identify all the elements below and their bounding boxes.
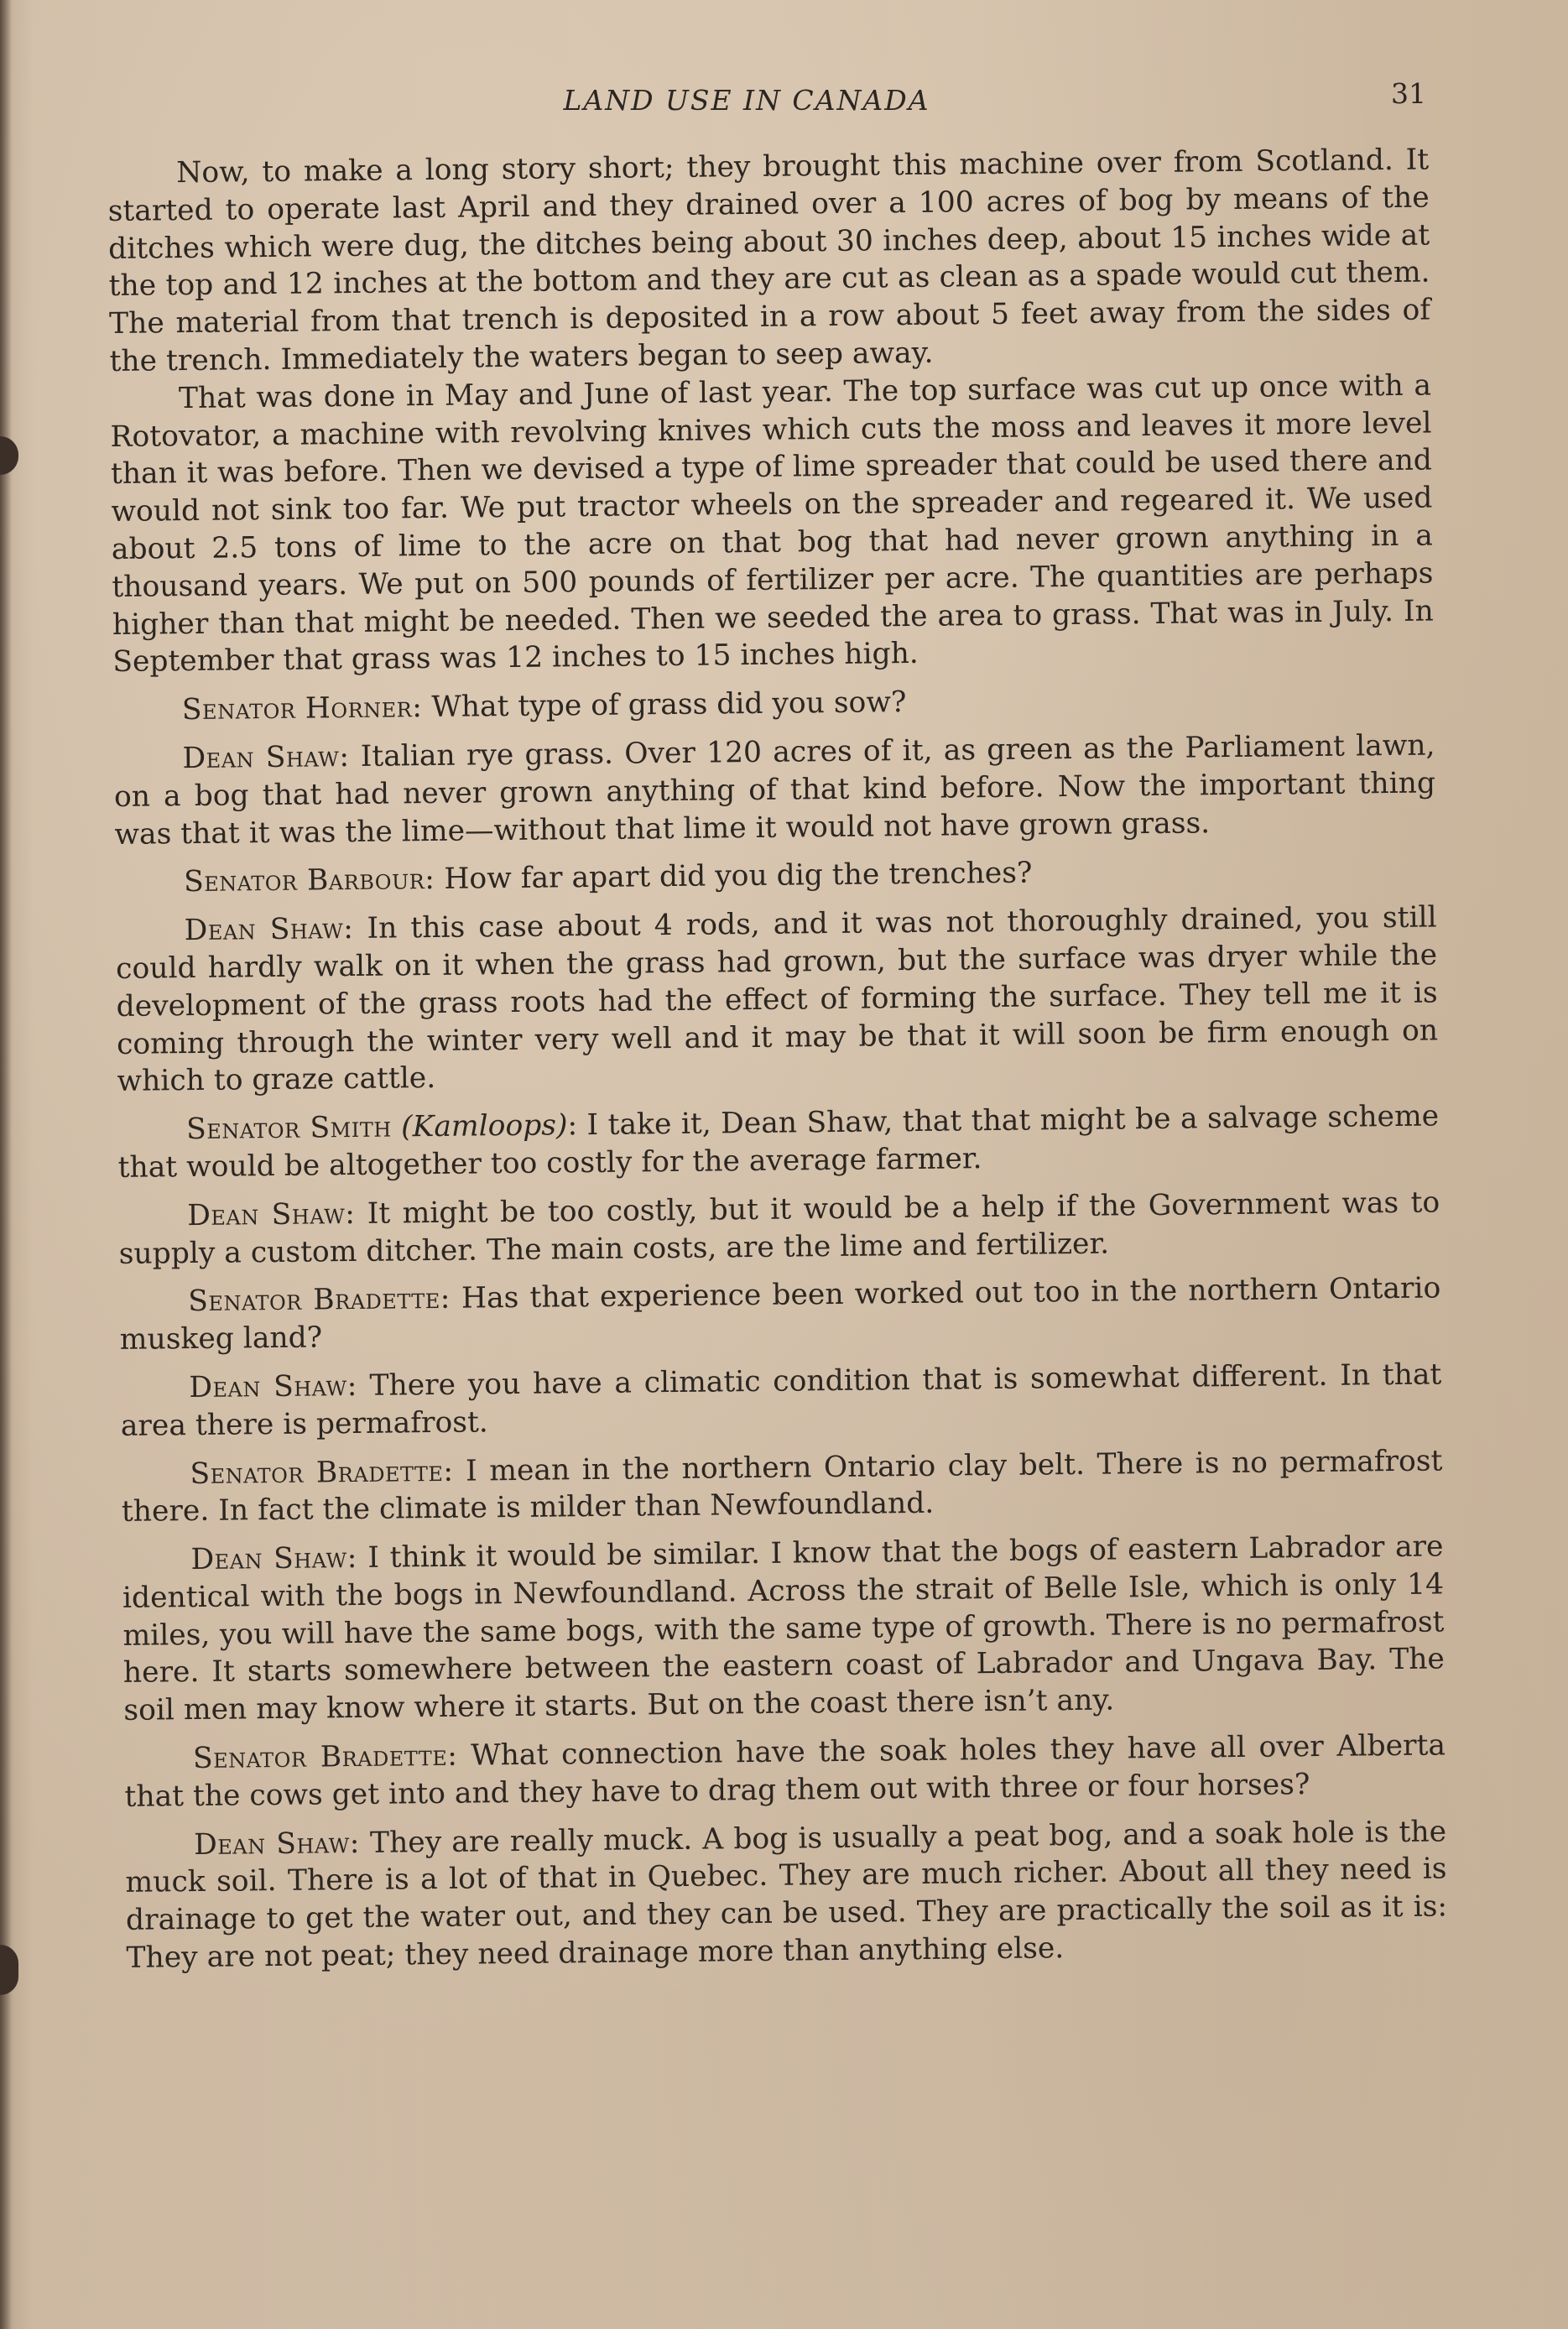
paragraph-text: It might be too costly, but it would be a help if the Government was to supply a custom ditcher. The main costs, are the lime and fertilizer.: [118, 1185, 1440, 1271]
paragraph: [115, 851, 1436, 902]
speaker-name: Senator Barbour:: [183, 862, 435, 899]
paragraph: [121, 1442, 1443, 1531]
paragraph: [117, 1098, 1440, 1187]
paragraph: [118, 1184, 1440, 1273]
paragraph-text: I mean in the northern Ontario clay belt. There is no permafrost there. In fact the climate is milder than Newfoundland.: [121, 1443, 1443, 1529]
paragraph-text: There you have a climatic condition that is somewhat different. In that area there is permafrost.: [120, 1357, 1442, 1443]
binding-clip-mark: [0, 1945, 18, 1995]
paragraph: [119, 1270, 1441, 1359]
speaker-name: Senator Bradette:: [192, 1738, 458, 1776]
paragraph-text: Has that experience been worked out too in the northern Ontario muskeg land?: [119, 1271, 1441, 1357]
page-number: 31: [1391, 77, 1426, 110]
paragraph: [115, 899, 1438, 1101]
paragraph-text: Italian rye grass. Over 120 acres of it, as green as the Parliament lawn, on a bog that had never grown anything of that kind before. Now the important thing was that it was the lime—without that lime it would not have grown grass.: [113, 728, 1436, 852]
speaker-name: Dean Shaw:: [189, 1368, 358, 1404]
speaker-name: Senator Bradette:: [188, 1282, 451, 1319]
paragraph: [122, 1529, 1445, 1730]
paragraph-text: What type of grass did you sow?: [431, 685, 907, 725]
speaker-name: Senator Horner:: [181, 690, 423, 727]
paragraph-text: : I take it, Dean Shaw, that that might be a salvage scheme that would be altogether too costly for the average farmer.: [117, 1099, 1440, 1185]
paragraph: [107, 142, 1431, 381]
speaker-name: Dean Shaw:: [187, 1196, 356, 1232]
page-body: [107, 142, 1448, 1977]
paragraph-text: I think it would be similar. I know that the bogs of eastern Labrador are identical with the bogs in Newfoundland. Across the strait of Belle Isle, which is only 14 miles, you will have the same bogs, with the same type of growth. There is no permafrost here. It starts somewhere between the eastern coast of Labrador and Ungava Bay. The soil men may know where it starts. But on the coast there isn’t any.: [122, 1529, 1446, 1728]
paragraph: [120, 1356, 1442, 1445]
paragraph-text: They are really muck. A bog is usually a peat bog, and a soak hole is the muck soil. There is a lot of that in Quebec. They are much richer. About all they need is drainage to get the water out, and they can be used. They are practically the soil as it is: They are not peat; they need drainage more than anything else.: [125, 1815, 1448, 1975]
paragraph: [113, 727, 1435, 853]
paragraph-text: In this case about 4 rods, and it was not thoroughly drained, you still could hardly walk on it when the grass had grown, but the surface was dryer while the development of the grass roots had the effect of forming the surface. They tell me it is coming through the winter very well and it may be that it will soon be firm enough on which to graze cattle.: [115, 900, 1439, 1099]
speaker-note: (Kamloops): [400, 1108, 568, 1144]
paragraph: [113, 679, 1435, 730]
speaker-name: Dean Shaw:: [193, 1826, 361, 1862]
running-head: LAND USE IN CANADA: [563, 84, 930, 117]
binding-clip-mark: [0, 436, 18, 475]
speaker-name: Dean Shaw:: [182, 739, 350, 776]
speaker-name: Senator Bradette:: [190, 1454, 454, 1491]
paragraph-text: What connection have the soak holes they have all over Alberta that the cows get into and they have to drag them out with three or four horses?: [124, 1728, 1446, 1814]
page-header: [0, 74, 1568, 133]
speaker-name: Dean Shaw:: [190, 1541, 358, 1577]
paragraph: [125, 1813, 1448, 1977]
paragraph-text: Now, to make a long story short; they brought this machine over from Scotland. It started to operate last April and they drained over a 100 acres of bog by means of the ditches which were dug, the ditches being about 30 inches deep, about 15 inches wide at the top and 12 inches at the bottom and they are cut as clean as a spade would cut them. The material from that trench is deposited in a row about 5 feet away from the sides of the trench. Immediately the waters began to seep away.: [107, 143, 1431, 378]
paragraph-text: That was done in May and June of last year. The top surface was cut up once with a Rotovator, a machine with revolving knives which cuts the moss and leaves it more level than it was before. Then we devised a type of lime spreader that could be used there and would not sink too far. We put tractor wheels on the spreader and regeared it. We used about 2.5 tons of lime to the acre on that bog that had never grown anything in a thousand years. We put on 500 pounds of fertilizer per acre. The quantities are perhaps higher than that might be needed. Then we seeded the area to grass. That was in July. In September that grass was 12 inches to 15 inches high.: [110, 368, 1434, 680]
paragraph: [110, 367, 1435, 681]
paragraph: [124, 1727, 1446, 1816]
speaker-name: Senator Smith: [185, 1110, 392, 1147]
paragraph-text: How far apart did you dig the trenches?: [444, 856, 1033, 897]
speaker-name: Dean Shaw:: [184, 912, 354, 948]
